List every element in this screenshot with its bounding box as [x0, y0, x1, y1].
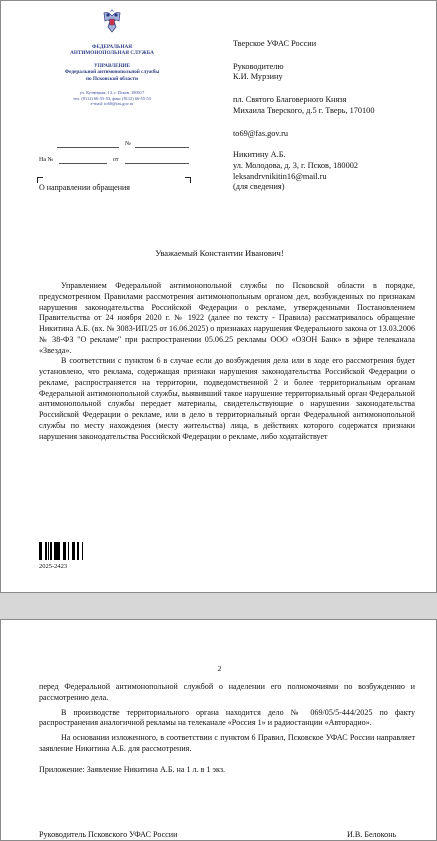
attachment-line: Приложение: Заявление Никитина А.Б. на 1 л. в 1 экз.: [39, 764, 226, 774]
cc-name: Никитину А.Б.: [233, 150, 286, 160]
org-name: ФЕДЕРАЛЬНАЯ: [91, 44, 133, 50]
letter-body-page1: [39, 281, 415, 442]
paragraph-1: Управлением Федеральной антимонопольной службы по Псковской области в порядке, предусмотренном Правилами рассмотрения антимонопольным органом дел, возбужденных по признакам нарушения законодательства Российской Федерации о рекламе, утвержденными Постановлением Правительства от 24 ноября 2020 г. № 1922 (далее по тексту - Правила) рассматривалось обращение Никитина А.Б. (вх. № 3083-ИП/25 от 16.06.2025) о признаках нарушения Федерального закона от 13.03.2006 № 38-ФЗ "О рекламе" при распространении 05.06.25 рекламы ООО «ОЗОН Банк» в эфире телеканала «Звезда».: [39, 281, 415, 355]
signer-name: И.В. Белоконь: [347, 830, 397, 839]
recipient-position: Руководителю: [233, 61, 284, 71]
recipient-name: К.И. Мурзину: [233, 72, 283, 82]
reg-no-label: №: [125, 141, 131, 147]
org-address: ул. Кузнецкая, 13, г. Псков, 180017: [79, 90, 145, 96]
cc-address: ул. Молодова, д. 3, г. Псков, 180002: [233, 160, 359, 170]
page-separator: [0, 593, 437, 619]
barcode: [39, 542, 99, 560]
recipient-block: [233, 39, 429, 193]
salutation: Уважаемый Константин Иванович!: [155, 248, 284, 258]
recipient-address-2: Михаила Тверского, д.5 г. Тверь, 170100: [233, 105, 375, 115]
paragraph-3: В производстве территориального органа находится дело № 069/05/5-444/2025 по факту распространения аналогичной рекламы на телеканале «Россия 1» и радиостанции «Авторадио».: [39, 707, 415, 728]
dept-name-line2: Федеральной антимонопольной службы: [64, 69, 160, 76]
dept-name-line3: по Псковской области: [86, 75, 138, 82]
letterhead: [39, 44, 185, 107]
cc-note: (для сведения): [233, 182, 285, 192]
paragraph-4: На основании изложенного, в соответствии с пунктом 6 Правил, Псковское УФАС России направляет заявление Никитина А.Б. для рассмотрения.: [39, 733, 415, 753]
cc-email: leksandrvnikitin16@mail.ru: [233, 171, 327, 181]
dept-name: УПРАВЛЕНИЕ: [93, 62, 131, 69]
coat-of-arms-icon: [100, 7, 124, 35]
signer-title: Руководитель Псковского УФАС России: [39, 830, 178, 839]
paragraph-2: В соответствии с пунктом 6 в случае если до возбуждения дела или в ходе его рассмотрения будет установлено, что реклама, содержащая признаки нарушения законодательства Российской Федерации о рекламе, распространяется на территории, подведомственной 2 и более территориальным органам Федеральной антимонопольной службы, выявивший такое нарушение территориальный орган Федеральной антимонопольной службы передает материалы, свидетельствующие о нарушении законодательства Российской Федерации о рекламе, или в дело в территориальный орган Федеральной антимонопольной службы по месту нахождения (месту жительства) лица, в действиях которого содержатся признаки нарушения законодательства Российской Федерации о рекламе, либо ходатайствует: [39, 356, 415, 441]
recipient-org: Тверское УФАС России: [233, 39, 317, 48]
subject-corner-tr: [185, 177, 191, 183]
on-from-line: [125, 163, 189, 164]
letter-body-page2: [39, 682, 415, 775]
org-phone: тел. (8112) 66-55-53, факс (8112) 66-55-53: [73, 95, 151, 101]
on-from-label: от: [113, 157, 119, 163]
paragraph-continuation: перед Федеральной антимонопольной службой о наделении его полномочиями по возбуждению и рассмотрению дела.: [39, 682, 415, 702]
recipient-address-1: пл. Святого Благоверного Князя: [233, 95, 347, 105]
org-email: e-mail: to60@fas.gov.ru: [90, 101, 134, 107]
reg-number-line: [57, 147, 119, 148]
on-no-label: На №: [39, 157, 54, 163]
page-number: 2: [217, 664, 222, 673]
org-name-line2: АНТИМОНОПОЛЬНАЯ СЛУЖБА: [70, 50, 154, 57]
on-no-line: [59, 163, 107, 164]
recipient-email: to69@fas.gov.ru: [233, 128, 289, 138]
barcode-bar: [83, 542, 84, 560]
document-page-2: [0, 619, 437, 841]
reg-date-line: [135, 147, 189, 148]
subject-line: О направлении обращения: [39, 183, 130, 192]
barcode-number: 2025-2423: [39, 563, 68, 570]
